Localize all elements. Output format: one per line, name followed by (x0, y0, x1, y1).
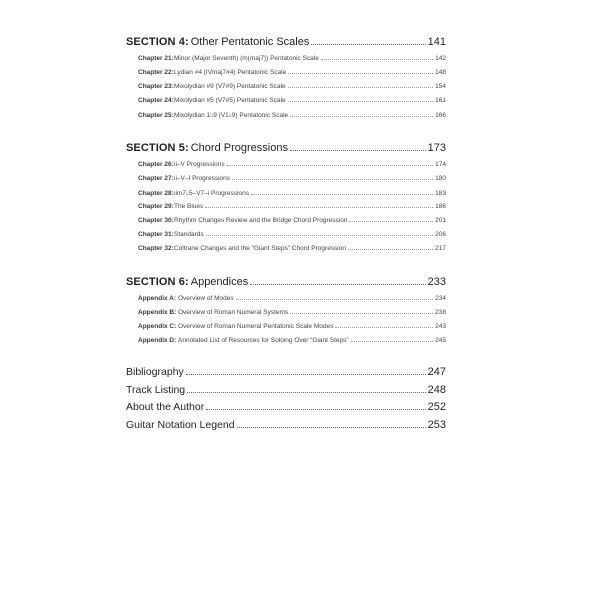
page-number: 201 (435, 217, 446, 224)
dot-leader (290, 116, 433, 117)
dot-leader (349, 221, 433, 222)
end-matter-entry[interactable] (126, 401, 446, 419)
end-matter-entry[interactable] (126, 419, 446, 437)
appendix-label: Appendix A: (138, 295, 177, 302)
section-6 (126, 276, 446, 351)
chapter-label: Chapter 27: (138, 175, 174, 182)
dot-leader (236, 299, 434, 300)
dot-leader (288, 101, 433, 102)
page-number: 183 (435, 190, 446, 197)
dot-leader (205, 207, 433, 208)
chapter-title: Mixolydian #5 (V7#5) Pentatonic Scale (174, 97, 286, 104)
dot-leader (250, 284, 425, 285)
page-number: 166 (435, 112, 446, 119)
appendix-label: Appendix D: (138, 337, 177, 344)
page-number: 217 (435, 245, 446, 252)
entry-title: Track Listing (126, 383, 186, 396)
end-matter-entry[interactable] (126, 384, 446, 402)
appendix-entry[interactable] (126, 337, 446, 351)
chapter-entry[interactable] (126, 83, 446, 97)
chapter-entry[interactable] (126, 175, 446, 189)
chapter-title: Rhythm Changes Review and the Bridge Chord Progression (174, 217, 348, 224)
chapter-entry[interactable] (126, 231, 446, 245)
chapter-title: Lydian #4 (IVmaj7#4) Pentatonic Scale (174, 69, 287, 76)
entry-title: Bibliography (126, 366, 184, 378)
dot-leader (290, 150, 426, 151)
dot-leader (311, 44, 425, 45)
chapter-title: Coltrane Changes and the “Giant Steps” Chord Progression (174, 245, 346, 252)
page-number: 141 (427, 36, 446, 48)
page-number: 154 (435, 83, 446, 90)
dot-leader (232, 179, 433, 180)
chapter-entry[interactable] (126, 217, 446, 231)
page-number: 173 (427, 142, 446, 154)
end-matter-entry[interactable] (126, 366, 446, 384)
appendix-entry[interactable] (126, 309, 446, 323)
chapter-label: Chapter 32: (138, 245, 174, 252)
dot-leader (348, 249, 433, 250)
appendix-title: Overview of Roman Numeral Pentatonic Scale Modes (178, 323, 334, 330)
chapter-entry[interactable] (126, 245, 446, 259)
appendix-title: Annotated List of Resources for Soloing Over “Giant Steps” (178, 337, 349, 344)
page-number: 247 (427, 366, 446, 378)
chapter-label: Chapter 24: (138, 97, 174, 104)
chapter-entry[interactable] (126, 97, 446, 111)
page-number: 180 (435, 175, 446, 182)
appendix-label: Appendix C: (138, 323, 177, 330)
page-number: 186 (435, 203, 446, 210)
dot-leader (288, 87, 433, 88)
section-4 (126, 36, 446, 125)
chapter-label: Chapter 30: (138, 217, 174, 224)
appendix-title: Overview of Modes (178, 295, 234, 302)
chapter-label: Chapter 31: (138, 231, 174, 238)
chapter-label: Chapter 23: (138, 83, 174, 90)
section-title: Appendices (190, 276, 249, 288)
page-number: 148 (435, 69, 446, 76)
dot-leader (251, 194, 433, 195)
entry-title: About the Author (126, 401, 205, 413)
page-number: 248 (427, 383, 446, 396)
section-5 (126, 142, 446, 259)
chapter-label: Chapter 29: (138, 203, 174, 210)
chapter-title: Mixolydian 1♭9 (V1♭9) Pentatonic Scale (174, 112, 289, 119)
page-number: 174 (435, 161, 446, 168)
chapter-label: Chapter 22: (138, 69, 174, 76)
chapter-title: ii–V–I Progressions (174, 175, 230, 182)
page-number: 233 (427, 276, 446, 288)
section-number: SECTION 5: (126, 142, 189, 154)
chapter-label: Chapter 25: (138, 112, 174, 119)
chapter-label: Chapter 26: (138, 161, 174, 168)
dot-leader (206, 235, 434, 236)
dot-leader (206, 409, 425, 410)
chapter-title: Minor (Major Seventh) (m(maj7)) Pentatonic Scale (174, 55, 319, 62)
section-heading[interactable] (126, 36, 446, 52)
end-matter (126, 366, 446, 436)
chapter-label: Chapter 21: (138, 55, 174, 62)
chapter-label: Chapter 28: (138, 190, 174, 197)
appendix-entry[interactable] (126, 295, 446, 309)
dot-leader (335, 327, 433, 328)
dot-leader (288, 73, 433, 74)
section-number: SECTION 4: (126, 36, 189, 48)
dot-leader (187, 392, 426, 393)
appendix-entry[interactable] (126, 323, 446, 337)
chapter-entry[interactable] (126, 55, 446, 69)
chapter-title: Standards (174, 231, 204, 238)
dot-leader (237, 427, 426, 428)
chapter-title: iim7♭5–V7–i Progressions (174, 190, 249, 197)
page-number: 253 (427, 418, 446, 431)
section-heading[interactable] (126, 142, 446, 158)
page-number: 252 (427, 401, 446, 413)
section-number: SECTION 6: (126, 276, 189, 288)
page-number: 161 (435, 97, 446, 104)
dot-leader (227, 165, 434, 166)
chapter-entry[interactable] (126, 161, 446, 175)
chapter-title: ii–V Progressions (174, 161, 225, 168)
section-heading[interactable] (126, 276, 446, 292)
dot-leader (186, 374, 426, 375)
page-number: 245 (435, 337, 446, 344)
entry-title: Guitar Notation Legend (126, 418, 235, 431)
page-number: 238 (435, 309, 446, 316)
section-title: Chord Progressions (190, 142, 288, 154)
chapter-entry[interactable] (126, 111, 446, 125)
dot-leader (351, 341, 434, 342)
chapter-entry[interactable] (126, 203, 446, 217)
chapter-entry[interactable] (126, 189, 446, 203)
dot-leader (321, 59, 433, 60)
appendix-label: Appendix B: (138, 309, 177, 316)
chapter-entry[interactable] (126, 69, 446, 83)
section-title: Other Pentatonic Scales (190, 36, 310, 48)
chapter-title: The Blues (174, 203, 204, 210)
appendix-title: Overview of Roman Numeral Systems (178, 309, 289, 316)
page-number: 234 (435, 295, 446, 302)
chapter-title: Mixolydian #9 (V7#9) Pentatonic Scale (174, 83, 286, 90)
page-number: 142 (435, 55, 446, 62)
dot-leader (290, 313, 433, 314)
page-number: 206 (435, 231, 446, 238)
page-number: 243 (435, 323, 446, 330)
